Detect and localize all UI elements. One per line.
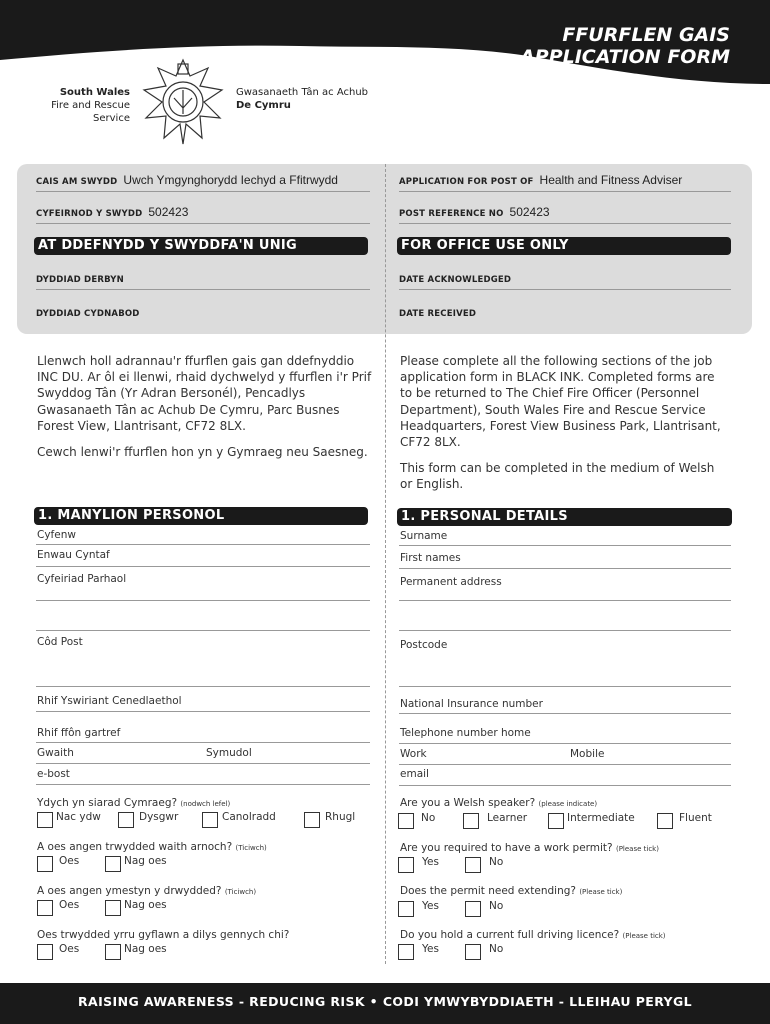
permit-en-no-label: No bbox=[489, 856, 504, 868]
permit-cy-no-label: Nag oes bbox=[124, 855, 167, 867]
mobile-label-en: Mobile bbox=[570, 748, 605, 760]
first-names-line-en[interactable] bbox=[399, 568, 731, 569]
fire-service-crest-icon bbox=[138, 56, 228, 146]
permit-cy-yes-checkbox[interactable] bbox=[37, 856, 53, 872]
email-line-cy[interactable] bbox=[36, 784, 370, 785]
work-phone-line-en[interactable] bbox=[399, 764, 731, 765]
cais-am-swydd-field[interactable] bbox=[36, 166, 370, 192]
extend-en-yes-label: Yes bbox=[422, 900, 439, 912]
mobile-label-cy: Symudol bbox=[206, 747, 252, 759]
welsh-cy-option2-checkbox[interactable] bbox=[118, 812, 134, 828]
application-label: APPLICATION FOR POST OF bbox=[399, 177, 534, 187]
licence-cy-no-checkbox[interactable] bbox=[105, 944, 121, 960]
cydnabod-label: DYDDIAD CYDNABOD bbox=[36, 309, 140, 319]
welsh-en-no-checkbox[interactable] bbox=[398, 813, 414, 829]
post-ref-value: 502423 bbox=[509, 205, 550, 219]
dyddiad-derbyn-field[interactable] bbox=[36, 264, 370, 290]
email-label-cy: e-bost bbox=[37, 768, 70, 780]
address-label-en: Permanent address bbox=[400, 576, 502, 588]
welsh-en-fluent-checkbox[interactable] bbox=[657, 813, 673, 829]
home-phone-line-en[interactable] bbox=[399, 743, 731, 744]
licence-cy-yes-checkbox[interactable] bbox=[37, 944, 53, 960]
welsh-speaker-question-cy: Ydych yn siarad Cymraeg? (nodwch lefel) bbox=[37, 797, 231, 809]
surname-label-en: Surname bbox=[400, 530, 448, 542]
welsh-cy-option2-label: Dysgwr bbox=[139, 811, 179, 823]
licence-en-no-checkbox[interactable] bbox=[465, 944, 481, 960]
application-value: Health and Fitness Adviser bbox=[539, 173, 683, 187]
cyfeirnod-field[interactable] bbox=[36, 198, 370, 224]
work-phone-label-en: Work bbox=[400, 748, 427, 760]
address-label-cy: Cyfeiriad Parhaol bbox=[37, 573, 127, 585]
postcode-label-cy: Côd Post bbox=[37, 636, 83, 648]
welsh-en-intermediate-checkbox[interactable] bbox=[548, 813, 564, 829]
licence-en-yes-checkbox[interactable] bbox=[398, 944, 414, 960]
licence-cy-yes-label: Oes bbox=[59, 943, 80, 955]
permit-extend-question-en: Does the permit need extending? (Please tick) bbox=[400, 885, 623, 897]
date-acknowledged-field[interactable] bbox=[399, 264, 731, 290]
welsh-en-intermediate-label: Intermediate bbox=[567, 812, 635, 824]
header-wave bbox=[0, 0, 770, 150]
email-line-en[interactable] bbox=[399, 785, 731, 786]
work-phone-label-cy: Gwaith bbox=[37, 747, 74, 759]
extend-cy-no-label: Nag oes bbox=[124, 899, 167, 911]
extend-cy-yes-label: Oes bbox=[59, 899, 80, 911]
extend-en-no-checkbox[interactable] bbox=[465, 901, 481, 917]
welsh-cy-option3-checkbox[interactable] bbox=[202, 812, 218, 828]
licence-question-en: Do you hold a current full driving licence? (Please tick) bbox=[400, 929, 666, 941]
cais-label: CAIS AM SWYDD bbox=[36, 177, 118, 187]
welsh-en-learner-label: Learner bbox=[487, 812, 528, 824]
application-for-post-field[interactable] bbox=[399, 166, 731, 192]
office-use-heading-cy: AT DDEFNYDD Y SWYDDFA'N UNIG bbox=[34, 237, 368, 255]
date-received-field[interactable] bbox=[399, 297, 731, 323]
instructions-english: Please complete all the following sections of the job application form in BLACK INK. Completed forms are to be returned to The Chief Fire Officer (Personnel Department), South Wales Fire and Rescue Service Headquarters, Forest View Business Park, Llantrisant, CF72 8LX. This form can be completed in the medium of Welsh or English. bbox=[400, 354, 721, 492]
permit-en-yes-label: Yes bbox=[422, 856, 439, 868]
licence-en-no-label: No bbox=[489, 943, 504, 955]
welsh-en-no-label: No bbox=[421, 812, 436, 824]
welsh-en-fluent-label: Fluent bbox=[679, 812, 712, 824]
work-permit-question-cy: A oes angen trwydded waith arnoch? (Ticiwch) bbox=[37, 841, 267, 853]
instructions-welsh: Llenwch holl adrannau'r ffurflen gais gan ddefnyddio INC DU. Ar ôl ei llenwi, rhaid dychwelyd y ffurflen i'r Prif Swyddog Tân (Yr Adran Bersonél), Pencadlys Gwasanaeth Tân ac Achub De Cymru, Parc Busnes Forest View, Llantrisant, CF72 8LX. Cewch lenwi'r ffurflen hon yn y Gymraeg neu Saesneg. bbox=[37, 354, 372, 460]
extend-cy-no-checkbox[interactable] bbox=[105, 900, 121, 916]
ni-label-cy: Rhif Yswiriant Cenedlaethol bbox=[37, 695, 182, 707]
welsh-cy-option4-checkbox[interactable] bbox=[304, 812, 320, 828]
post-ref-label: POST REFERENCE NO bbox=[399, 209, 504, 219]
post-reference-field[interactable] bbox=[399, 198, 731, 224]
address-line2-cy[interactable] bbox=[36, 630, 370, 631]
first-names-label-en: First names bbox=[400, 552, 461, 564]
personal-details-heading-cy: 1. MANYLION PERSONOL bbox=[34, 507, 368, 525]
dyddiad-cydnabod-field[interactable] bbox=[36, 297, 370, 323]
personal-details-heading-en: 1. PERSONAL DETAILS bbox=[397, 508, 732, 526]
cyfeirnod-label: CYFEIRNOD Y SWYDD bbox=[36, 209, 143, 219]
postcode-label-en: Postcode bbox=[400, 639, 448, 651]
email-label-en: email bbox=[400, 768, 429, 780]
licence-en-yes-label: Yes bbox=[422, 943, 439, 955]
org-name-english: South Wales Fire and Rescue Service bbox=[51, 87, 130, 124]
first-names-label-cy: Enwau Cyntaf bbox=[37, 549, 110, 561]
page-header bbox=[0, 0, 770, 150]
column-divider bbox=[385, 164, 386, 964]
work-phone-line-cy[interactable] bbox=[36, 763, 370, 764]
permit-cy-no-checkbox[interactable] bbox=[105, 856, 121, 872]
welsh-cy-option1-label: Nac ydw bbox=[56, 811, 101, 823]
ni-label-en: National Insurance number bbox=[400, 698, 543, 710]
permit-extend-question-cy: A oes angen ymestyn y drwydded? (Ticiwch) bbox=[37, 885, 257, 897]
derbyn-label: DYDDIAD DERBYN bbox=[36, 275, 124, 285]
acknowledged-label: DATE ACKNOWLEDGED bbox=[399, 275, 512, 285]
address-line1-cy[interactable] bbox=[36, 600, 370, 601]
surname-line-cy[interactable] bbox=[36, 544, 370, 545]
cyfeirnod-value: 502423 bbox=[148, 205, 189, 219]
surname-label-cy: Cyfenw bbox=[37, 529, 76, 541]
ni-line-cy[interactable] bbox=[36, 711, 370, 712]
home-phone-label-en: Telephone number home bbox=[400, 727, 531, 739]
ni-line-en[interactable] bbox=[399, 713, 731, 714]
first-names-line-cy[interactable] bbox=[36, 566, 370, 567]
postcode-line-en[interactable] bbox=[399, 686, 731, 687]
cais-value: Uwch Ymgynghorydd Iechyd a Ffitrwydd bbox=[123, 173, 338, 187]
surname-line-en[interactable] bbox=[399, 545, 731, 546]
extend-cy-yes-checkbox[interactable] bbox=[37, 900, 53, 916]
home-phone-label-cy: Rhif ffôn gartref bbox=[37, 727, 121, 739]
licence-cy-no-label: Nag oes bbox=[124, 943, 167, 955]
welsh-speaker-question-en: Are you a Welsh speaker? (please indicate) bbox=[400, 797, 598, 809]
welsh-cy-option3-label: Canolradd bbox=[222, 811, 276, 823]
permit-cy-yes-label: Oes bbox=[59, 855, 80, 867]
office-use-heading-en: FOR OFFICE USE ONLY bbox=[397, 237, 731, 255]
org-name-welsh: Gwasanaeth Tân ac Achub De Cymru bbox=[236, 87, 369, 111]
home-phone-line-cy[interactable] bbox=[36, 742, 370, 743]
footer-slogan: RAISING AWARENESS - REDUCING RISK • CODI YMWYBYDDIAETH - LLEIHAU PERYGL bbox=[0, 983, 770, 1024]
extend-en-yes-checkbox[interactable] bbox=[398, 901, 414, 917]
welsh-cy-option1-checkbox[interactable] bbox=[37, 812, 53, 828]
postcode-line-cy[interactable] bbox=[36, 686, 370, 687]
work-permit-question-en: Are you required to have a work permit? (Please tick) bbox=[400, 842, 659, 854]
form-title: FFURFLEN GAIS APPLICATION FORM bbox=[520, 24, 730, 68]
address-line2-en[interactable] bbox=[399, 630, 731, 631]
licence-question-cy: Oes trwydded yrru gyflawn a dilys gennych chi? bbox=[37, 929, 290, 941]
received-label: DATE RECEIVED bbox=[399, 309, 477, 319]
permit-en-yes-checkbox[interactable] bbox=[398, 857, 414, 873]
extend-en-no-label: No bbox=[489, 900, 504, 912]
welsh-cy-option4-label: Rhugl bbox=[325, 811, 356, 823]
permit-en-no-checkbox[interactable] bbox=[465, 857, 481, 873]
welsh-en-learner-checkbox[interactable] bbox=[463, 813, 479, 829]
address-line1-en[interactable] bbox=[399, 600, 731, 601]
